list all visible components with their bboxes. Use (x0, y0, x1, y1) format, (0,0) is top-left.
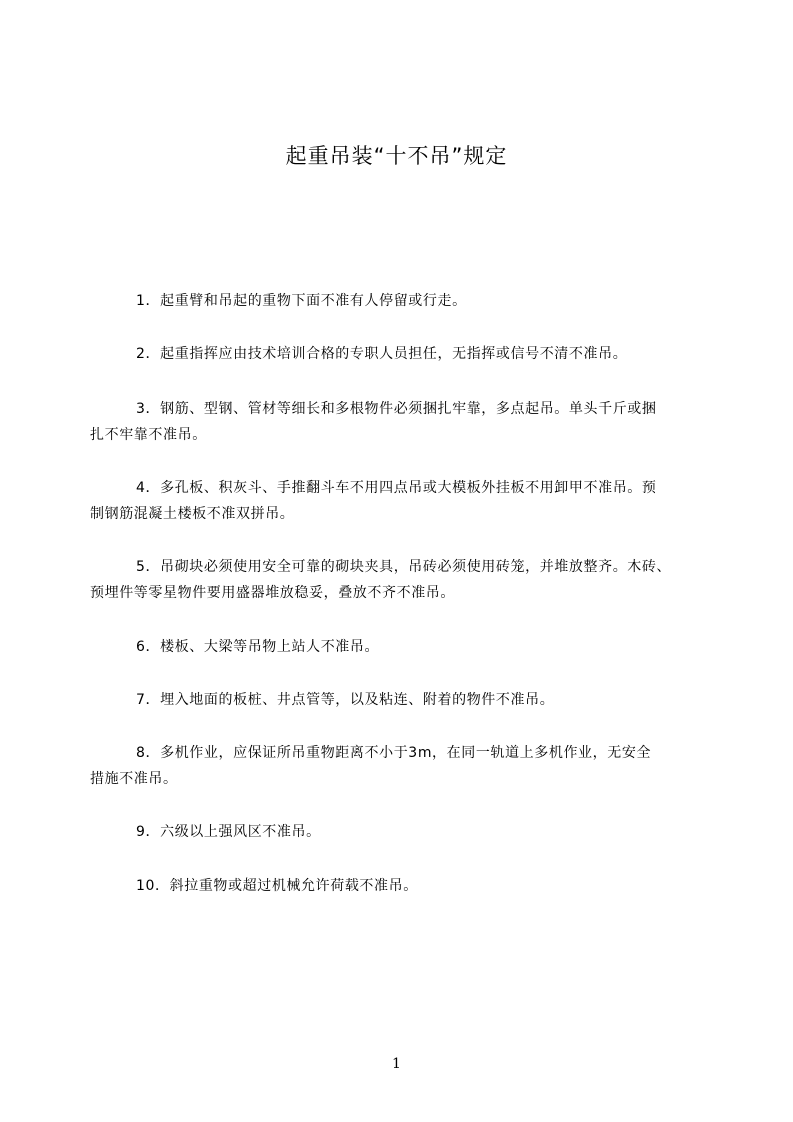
rule-item-10 (90, 873, 720, 899)
rule-line: 8．多机作业，应保证所吊重物距离不小于3m，在同一轨道上多机作业，无安全 (136, 745, 652, 761)
rule-item-4 (90, 475, 720, 527)
rule-item-7 (90, 687, 720, 713)
rule-line: 2．起重指挥应由技术培训合格的专职人员担任，无指挥或信号不清不准吊。 (136, 346, 628, 362)
rule-line: 7．埋入地面的板桩、井点管等，以及粘连、附着的物件不准吊。 (136, 692, 555, 708)
page-number: 1 (392, 1056, 401, 1072)
rule-line: 1．起重臂和吊起的重物下面不准有人停留或行走。 (136, 293, 467, 309)
rule-line: 制钢筋混凝土楼板不准双拼吊。 (90, 506, 295, 522)
rule-line: 6．楼板、大梁等吊物上站人不准吊。 (136, 639, 380, 655)
rule-line: 措施不准吊。 (90, 771, 178, 787)
rule-line: 4．多孔板、积灰斗、手推翻斗车不用四点吊或大模板外挂板不用卸甲不准吊。预 (136, 480, 657, 496)
rule-item-6 (90, 634, 720, 660)
rule-item-9 (90, 819, 720, 845)
rule-line: 3．钢筋、型钢、管材等细长和多根物件必须捆扎牢靠，多点起吊。单头千斤或捆 (136, 401, 657, 417)
rule-item-3 (90, 396, 720, 448)
rule-line: 10．斜拉重物或超过机械允许荷载不准吊。 (136, 878, 418, 894)
rule-item-5 (90, 554, 720, 606)
rule-line: 扎不牢靠不准吊。 (90, 427, 207, 443)
rule-line: 5．吊砌块必须使用安全可靠的砌块夹具，吊砖必须使用砖笼，并堆放整齐。木砖、 (136, 559, 672, 575)
rule-line: 预埋件等零星物件要用盛器堆放稳妥，叠放不齐不准吊。 (90, 585, 455, 601)
rule-line: 9．六级以上强风区不准吊。 (136, 824, 321, 840)
rule-item-1 (90, 288, 720, 314)
rule-item-8 (90, 740, 720, 792)
document-title: 起重吊装“十不吊”规定 (285, 144, 508, 168)
rule-item-2 (90, 341, 720, 367)
